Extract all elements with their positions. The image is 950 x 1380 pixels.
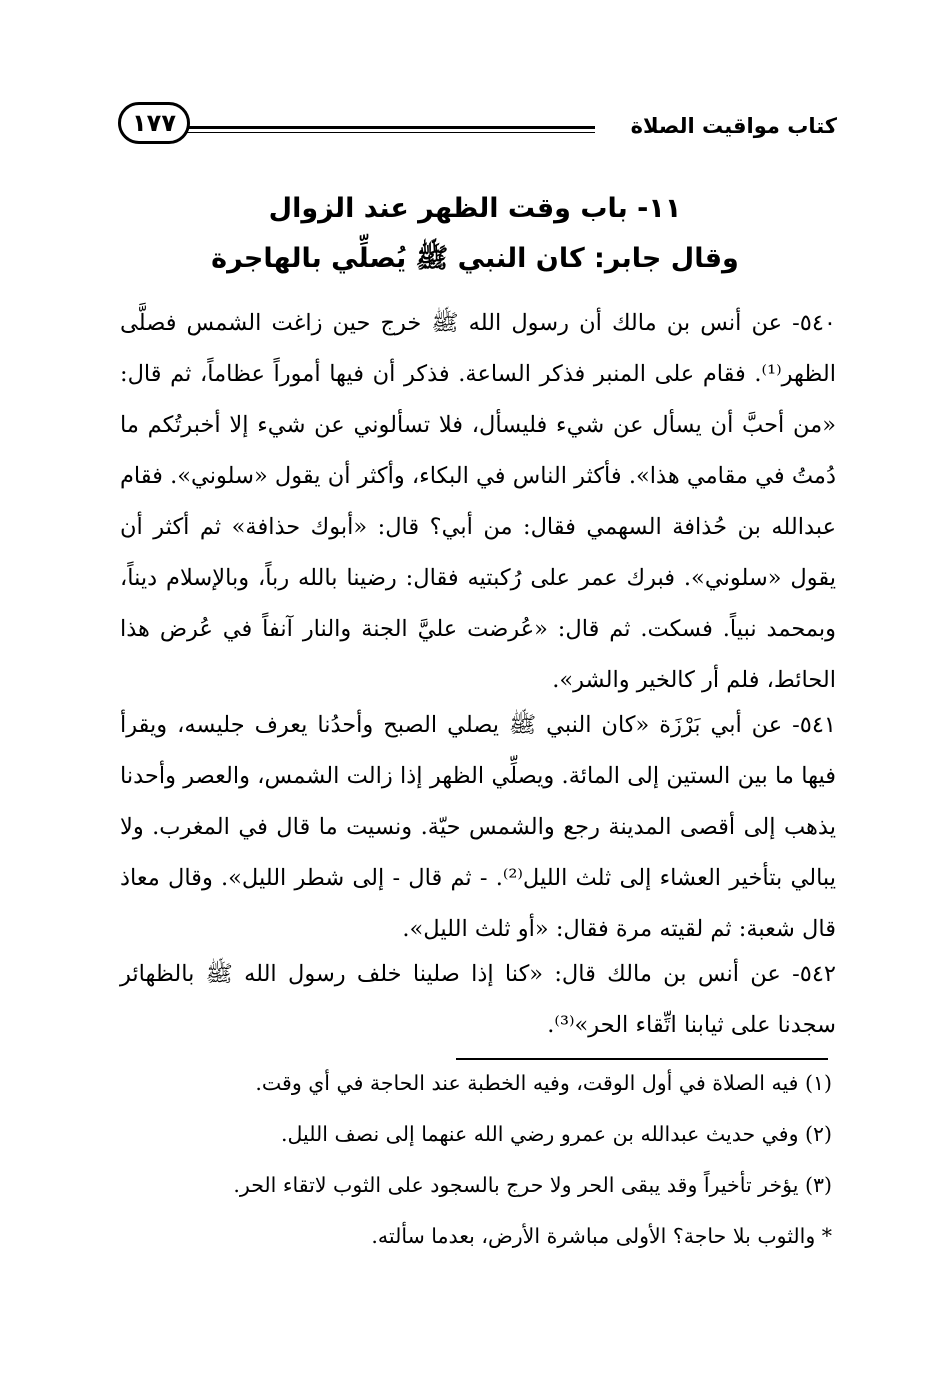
- hadith-541: ٥٤١- عن أبي بَرْزَة «كان النبي ﷺ يصلي الصبح وأحدُنا يعرف جليسه، ويقرأ فيها ما بين الستين إلى المائة. ويصلِّي الظهر إذا زالت الشمس، والعصر وأحدنا يذهب إلى أقصى المدينة رجع والشمس حيّة. ونسيت ما قال في المغرب. ولا يبالي بتأخير العشاء إلى ثلث الليل⁽²⁾. - ثم قال - إلى شطر الليل». وقال معاذ قال شعبة: ثم لقيته مرة فقال: «أو ثلث الليل».: [120, 712, 836, 942]
- header-rule: [187, 126, 595, 129]
- hadith-540: ٥٤٠- عن أنس بن مالك أن رسول الله ﷺ خرج حين زاغت الشمس فصلَّى الظهر⁽¹⁾. فقام على المنبر فذكر الساعة. فذكر أن فيها أموراً عظاماً، ثم قال: «من أحبَّ أن يسأل عن شيء فليسأل، فلا تسألوني عن شيء إلا أخبرتُكم ما دُمتُ في مقامي هذا». فأكثر الناس في البكاء، وأكثر أن يقول «سلوني». فقام عبدالله بن حُذافة السهمي فقال: من أبي؟ قال: «أبوك حذافة» ثم أكثر أن يقول «سلوني». فبرك عمر على رُكبتيه فقال: رضينا بالله رباً، وبالإسلام ديناً، وبمحمد نبياً. فسكت. ثم قال: «عُرضت عليَّ الجنة والنار آنفاً في عُرض هذا الحائط، فلم أر كالخير والشر».: [120, 310, 836, 693]
- chapter-subtitle: وقال جابر: كان النبي ﷺ يُصلِّي بالهاجرة: [211, 243, 739, 274]
- footnote-note: * والثوب بلا حاجة؟ الأولى مباشرة الأرض، بعدما سألته.: [371, 1224, 832, 1248]
- footnote-2: (٢) وفي حديث عبدالله بن عمرو رضي الله عنهما إلى نصف الليل.: [280, 1122, 832, 1146]
- footnote-3: (٣) يؤخر تأخيراً وقد يبقى الحر ولا حرج بالسجود على الثوب لاتقاء الحر.: [233, 1173, 832, 1197]
- hadith-542: ٥٤٢- عن أنس بن مالك قال: «كنا إذا صلينا خلف رسول الله ﷺ بالظهائر سجدنا على ثيابنا اتِّقاء الحر»⁽³⁾.: [120, 961, 836, 1038]
- header-rule-thin: [187, 132, 595, 133]
- footnote-1: (١) فيه الصلاة في أول الوقت، وفيه الخطبة عند الحاجة في أي وقت.: [255, 1071, 832, 1095]
- running-header-title: كتاب مواقيت الصلاة: [630, 114, 837, 138]
- page-number: ١٧٧: [118, 102, 190, 144]
- chapter-title: ١١- باب وقت الظهر عند الزوال: [268, 193, 682, 224]
